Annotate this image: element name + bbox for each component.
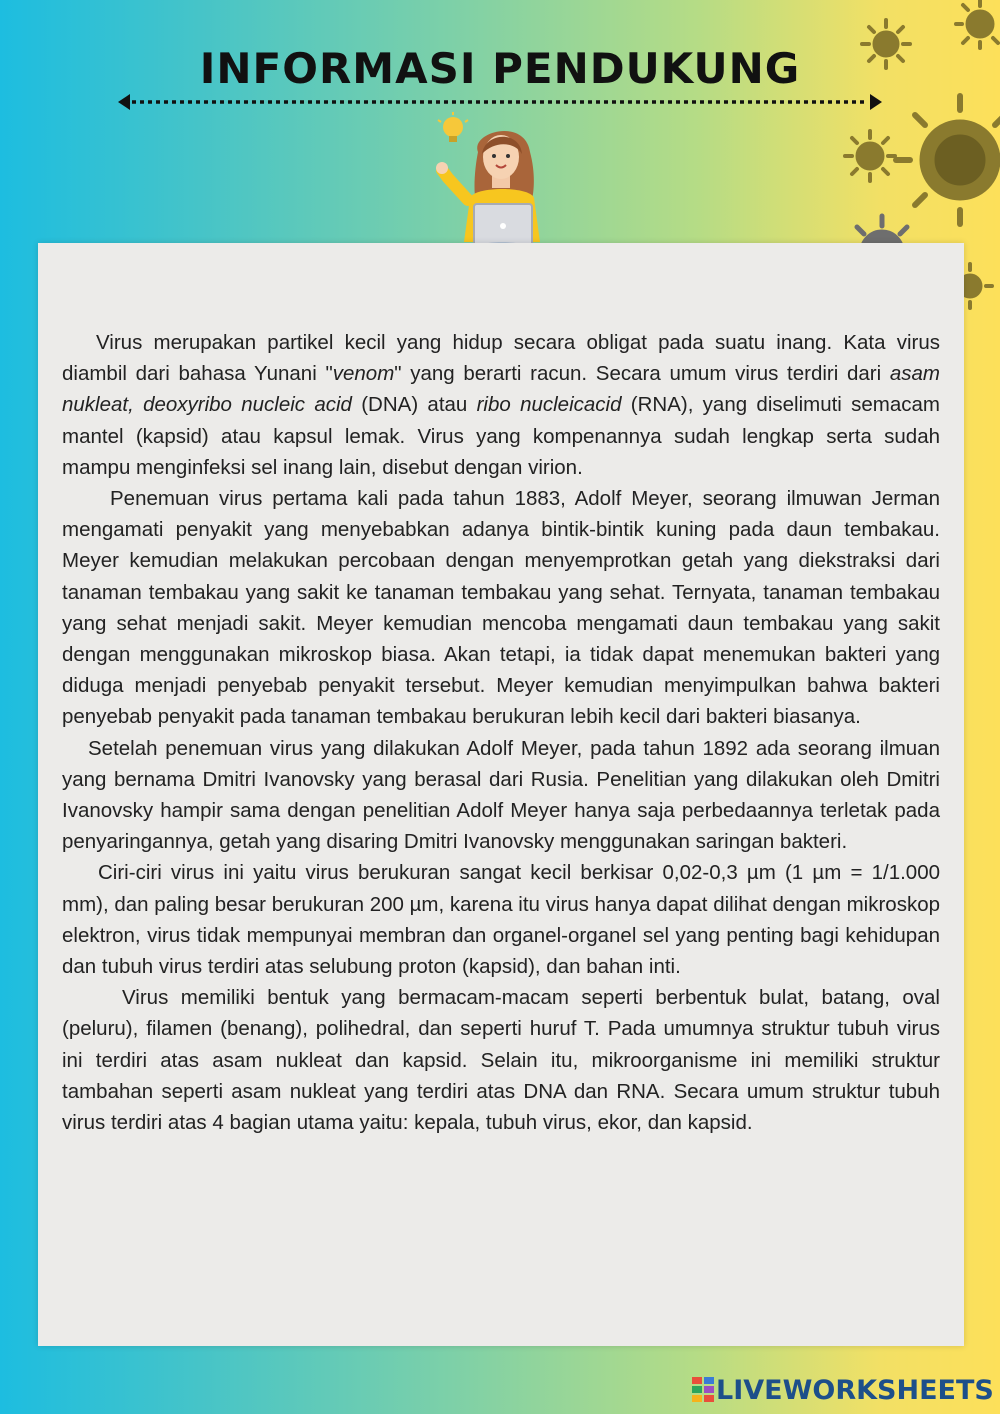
article-body [62, 327, 940, 1138]
liveworksheets-logo [692, 1374, 994, 1406]
paragraph-4: Ciri-ciri virus ini yaitu virus berukuran sangat kecil berkisar 0,02-0,3 µm (1 µm = 1/1.000 mm), dan paling besar berukuran 200 µm, karena itu virus hanya dapat dilihat dengan mikroskop elektron, virus tidak mempunyai membran dan organel-organel sel yang penting bagi kehidupan dan tubuh virus terdiri atas selubung proton (kapsid), dan bahan inti. [62, 861, 940, 979]
page-title: INFORMASI PENDUKUNG [199, 44, 801, 93]
lightbulb-icon [438, 112, 468, 142]
logo-icon [692, 1377, 714, 1403]
paragraph-1: Virus merupakan partikel kecil yang hidup secara obligat pada suatu inang. Kata virus diambil dari bahasa Yunani "venom" yang berarti racun. Secara umum virus terdiri dari asam nukleat, deoxyribo nucleic acid (DNA) atau ribo nucleicacid (RNA), yang diselimuti semacam mantel (kapsid) atau kapsul lemak. Virus yang kompenannya sudah lengkap serta sudah mampu menginfeksi sel inang lain, disebut dengan virion. [62, 331, 940, 479]
double-arrow-divider [118, 92, 882, 112]
paragraph-5: Virus memiliki bentuk yang bermacam-macam seperti berbentuk bulat, batang, oval (peluru), filamen (benang), polihedral, dan seperti huruf T. Pada umumnya struktur tubuh virus ini terdiri atas asam nukleat dan kapsid. Selain itu, mikroorganisme ini memiliki struktur tambahan seperti asam nukleat yang terdiri atas DNA dan RNA. Secara umum struktur tubuh virus terdiri atas 4 bagian utama yaitu: kepala, tubuh virus, ekor, dan kapsid. [62, 986, 940, 1135]
logo-text: LIVEWORKSHEETS [716, 1374, 994, 1406]
paragraph-3: Setelah penemuan virus yang dilakukan Adolf Meyer, pada tahun 1892 ada seorang ilmuan yang bernama Dmitri Ivanovsky yang berasal dari Rusia. Penelitian yang dilakukan oleh Dmitri Ivanovsky hampir sama dengan penelitian Adolf Meyer hanya saja perbedaannya terletak pada penyaringannya, getah yang disaring Dmitri Ivanovsky menggunakan saringan bakteri. [62, 736, 940, 854]
paragraph-2: Penemuan virus pertama kali pada tahun 1883, Adolf Meyer, seorang ilmuwan Jerman mengamati penyakit yang menyebabkan adanya bintik-bintik kuning pada daun tembakau. Meyer kemudian melakukan percobaan dengan menyemprotkan getah yang diekstraksi dari tanaman tembakau yang sakit ke tanaman tembakau yang sehat. Ternyata, tanaman tembakau yang sehat menjadi sakit. Meyer kemudian mencoba mengamati daun tembakau yang sakit dengan menggunakan mikroskop biasa. Akan tetapi, ia tidak dapat menemukan bakteri yang diduga menjadi penyebab penyakit tersebut. Meyer kemudian menyimpulkan bahwa bakteri penyebab penyakit pada tanaman tembakau berukuran lebih kecil dari bakteri biasanya. [62, 487, 940, 729]
